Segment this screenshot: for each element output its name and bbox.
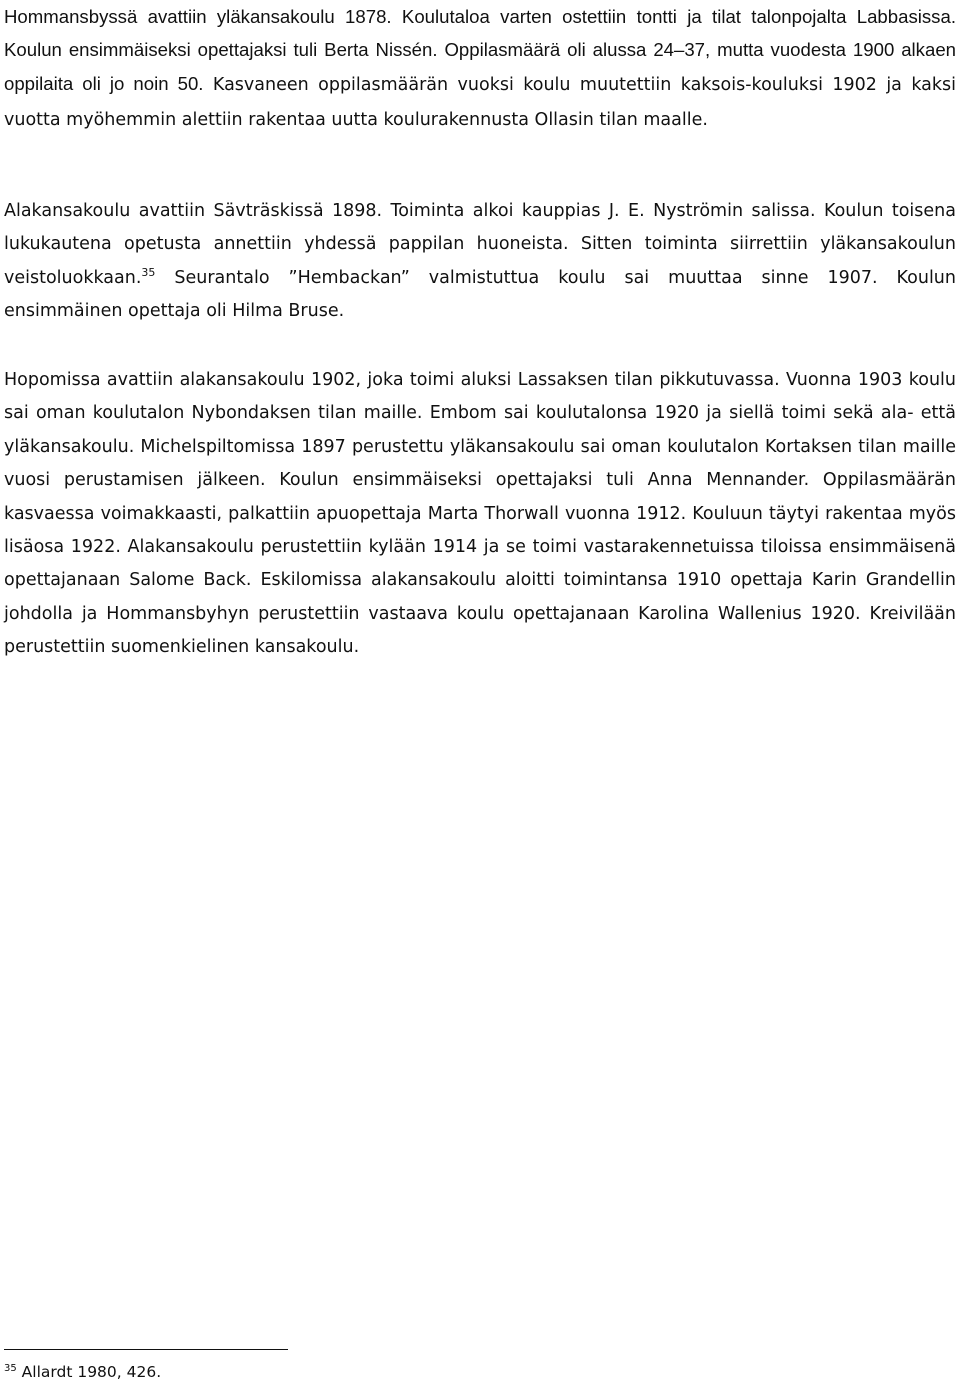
paragraph-hommansby-text: Hommansbyssä avattiin yläkansakoulu 1878. Koulutaloa varten ostettiin tontti ja tilat talonpojalta Labbasissa. Koulun ensimmäiseksi opettajaksi tuli Berta Nissén. Oppilasmäärä oli alussa 24–37, mutta vuodesta 1900 alkaen oppilaita oli jo noin 50. bbox=[4, 6, 956, 94]
footnote-reference[interactable]: 35 bbox=[141, 265, 156, 279]
footnote-number: 35 bbox=[4, 1362, 17, 1374]
paragraph-hommansby bbox=[4, 0, 956, 138]
footnote-text: Allardt 1980, 426. bbox=[21, 1363, 162, 1381]
footnote-separator bbox=[4, 1349, 288, 1350]
paragraph-hommansby-continuation: Kasvaneen oppilasmäärän vuoksi koulu muutettiin kaksois-kouluksi 1902 ja kaksi vuotta myöhemmin alettiin rakentaa uutta koulurakennusta Ollasin tilan maalle. bbox=[4, 74, 956, 131]
paragraph-hopom-text: Hopomissa avattiin alakansakoulu 1902, joka toimi aluksi Lassaksen tilan pikkutuvassa. Vuonna 1903 koulu sai oman koulutalon Nybondaksen tilan maille. Embom sai koulutalonsa 1920 ja siellä toimi sekä ala- että yläkansakoulu. Michelspiltomissa 1897 perustettu yläkansakoulu sai oman koulutalon Kortaksen tilan maille vuosi perustamisen jälkeen. Koulun ensimmäiseksi opettajaksi tuli Anna Mennander. Oppilasmäärän kasvaessa voimakkaasti, palkattiin apuopettaja Marta Thorwall vuonna 1912. Kouluun täytyi rakentaa myös lisäosa 1922. Alakansakoulu perustettiin kylään 1914 ja se toimi vastarakennetuissa tiloissa ensimmäisenä opettajanaan Salome Back. Eskilomissa alakansakoulu aloitti toimintansa 1910 opettaja Karin Grandellin johdolla ja Hommansbyhyn perustettiin vastaava koulu opettajanaan Karolina Wallenius 1920. Kreivilään perustettiin suomenkielinen kansakoulu. bbox=[4, 370, 956, 658]
paragraph-savtrask bbox=[4, 195, 956, 329]
footnote bbox=[4, 1360, 161, 1384]
paragraph-hopom bbox=[4, 364, 956, 665]
document-page bbox=[4, 0, 956, 1383]
paragraph-savtrask-text: Alakansakoulu avattiin Sävträskissä 1898. Toiminta alkoi kauppias J. E. Nyströmin salissa. Koulun toisena lukukautena opetusta annettiin yhdessä pappilan huoneista. Sitten toiminta siirrettiin yläkansakoulun veistoluokkaan. bbox=[4, 201, 956, 288]
paragraph-savtrask-continuation: Seurantalo ”Hembackan” valmistuttua koulu sai muuttaa sinne 1907. Koulun ensimmäinen opettaja oli Hilma Bruse. bbox=[4, 267, 956, 322]
